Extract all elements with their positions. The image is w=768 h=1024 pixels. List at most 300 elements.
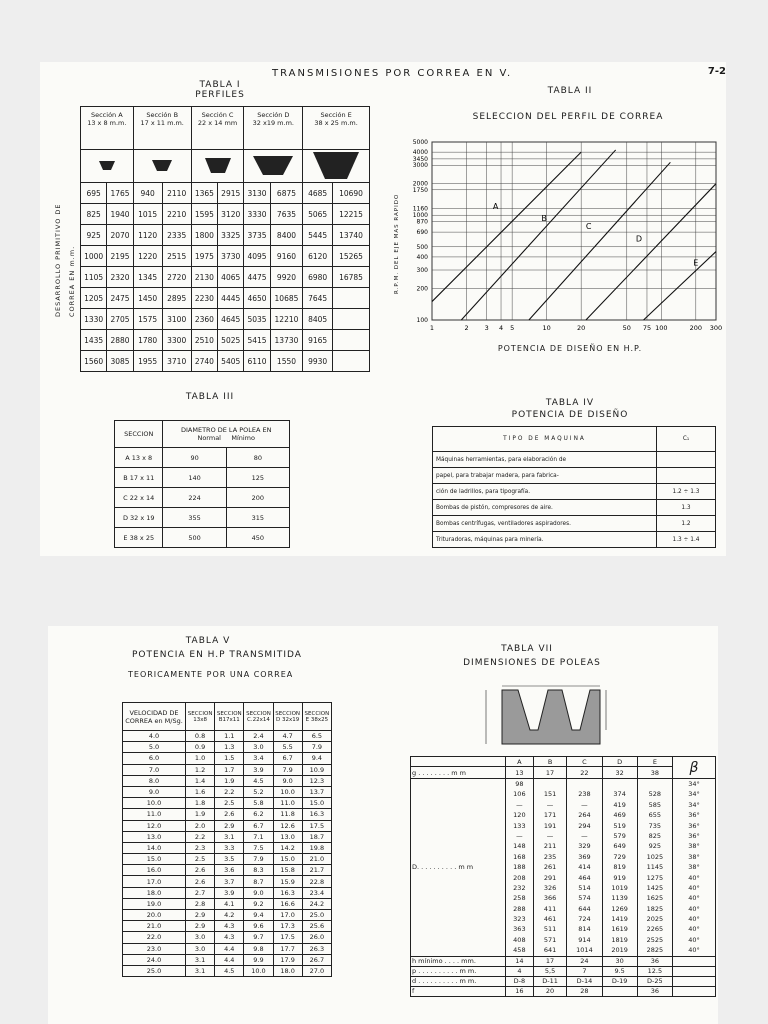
tabla5-head-c: SECCION C.22x14 [244, 703, 273, 731]
tabla5-row [123, 842, 332, 853]
tabla7-d-value: 641 [543, 946, 557, 955]
tabla7-beta-value: 36° [688, 831, 700, 840]
tabla7-h-value: 14 [506, 956, 534, 966]
tabla1-section-e: Sección E 38 x 25 m.m. [303, 107, 370, 150]
tabla1-cell: 5035 [244, 309, 270, 330]
tabla1-cell: 3300 [162, 330, 191, 351]
tabla7-h-row [411, 956, 716, 966]
tabla5-cell: 5.2 [244, 786, 273, 797]
tabla7-beta-value: 40° [688, 935, 700, 944]
tabla7-beta-value: 34° [688, 780, 700, 788]
tabla5-cell: 9.0 [123, 786, 186, 797]
tabla7-d-value: 261 [543, 863, 557, 872]
tabla7-beta-value: 40° [688, 873, 700, 882]
tabla1-cell: 1765 [107, 183, 133, 204]
tabla5-cell: 7.1 [244, 831, 273, 842]
tabla1-cell: 1000 [81, 246, 107, 267]
tabla5-cell: 2.9 [186, 910, 215, 921]
tabla7-d-value: 235 [543, 852, 557, 861]
tabla7-d-value: 294 [578, 821, 591, 830]
tabla1-section-a: Sección A 13 x 8 m.m. [81, 107, 134, 150]
tabla1-cell: 10685 [270, 288, 303, 309]
tabla1-caption: TABLA I [199, 80, 241, 90]
tabla1-cell: 3120 [218, 204, 244, 225]
chart-y-tick-label: 200 [416, 285, 428, 293]
tabla5-cell: 26.3 [302, 943, 331, 954]
tabla5-cell: 5.0 [123, 742, 186, 753]
tabla7-d-value: 363 [513, 925, 526, 934]
tabla7-d-col [506, 779, 534, 957]
tabla1-cell: 2720 [162, 267, 191, 288]
tabla7-d-value: 211 [543, 842, 557, 851]
tabla7-d-value: 461 [543, 915, 557, 924]
tabla7-g-label: g . . . . . . . . m m [411, 767, 506, 779]
tabla5-cell: 26.7 [302, 954, 331, 965]
tabla4-c-value [657, 452, 716, 468]
chart-region-label: A [492, 201, 499, 211]
tabla5-cell: 2.3 [186, 842, 215, 853]
tabla7-g-c: 22 [567, 767, 602, 779]
tabla1-cell: 1220 [133, 246, 162, 267]
tabla5-row [123, 887, 332, 898]
tabla7-d-value: 1419 [611, 915, 628, 924]
tabla1-cell: 2210 [162, 204, 191, 225]
tabla3-table [114, 420, 290, 548]
tabla7-d-value: 2019 [611, 946, 628, 955]
tabla7-small-rows [411, 956, 716, 996]
tabla3-cell: 500 [163, 528, 226, 548]
tabla4-row [433, 484, 716, 500]
tabla1-cell: 1345 [133, 267, 162, 288]
tabla5-cell: 14.2 [273, 842, 302, 853]
tabla5-cell: 7.9 [302, 742, 331, 753]
tabla7-d-value: 914 [578, 935, 591, 944]
tabla1-cell: 3710 [162, 351, 191, 372]
tabla1-cell: 1780 [133, 330, 162, 351]
tabla1-cell: 5445 [303, 225, 333, 246]
tabla7-d-value: 208 [513, 873, 526, 882]
chart-y-tick-label: 100 [416, 317, 428, 324]
chart-y-tick-label: 870 [416, 218, 428, 226]
tabla1-cell: 2705 [107, 309, 133, 330]
tabla5-cell: 2.6 [186, 876, 215, 887]
tabla7-beta-col [673, 779, 716, 957]
tabla7-g-e: 38 [637, 767, 672, 779]
tabla7-d-value: 735 [648, 821, 662, 830]
tabla5-cell: 12.0 [123, 820, 186, 831]
tabla7-f-value: 36 [637, 986, 672, 996]
chart-x-tick-label: 5 [510, 324, 515, 332]
tabla7-d-value [568, 779, 600, 789]
tabla7-beta-value: 40° [688, 883, 700, 892]
tabla1-cell: 6980 [303, 267, 333, 288]
chart-region-label: E [693, 258, 699, 268]
tabla5-cell: 16.6 [273, 898, 302, 909]
tabla5-body [123, 731, 332, 977]
tabla5-cell: 3.1 [186, 954, 215, 965]
tabla1-cell: 1595 [191, 204, 217, 225]
tabla7-d-col [637, 779, 672, 957]
tabla5-row [123, 943, 332, 954]
tabla1-cell: 3085 [107, 351, 133, 372]
tabla7-d-value: 288 [513, 904, 526, 913]
tabla7-d-value: 264 [578, 811, 591, 820]
tabla5-cell: 10.9 [302, 764, 331, 775]
tabla5-row [123, 786, 332, 797]
chart-region-label: B [541, 214, 547, 224]
chart-region-label: C [585, 221, 592, 231]
tabla1-cell: 4650 [244, 288, 270, 309]
tabla7-d-value: 644 [578, 904, 591, 913]
chart-y-tick-label: 690 [416, 229, 428, 237]
tabla5-head-vel: VELOCIDAD DE CORREA en M/Sg. [123, 703, 186, 731]
tabla5-cell: 6.5 [302, 731, 331, 742]
tabla7-d-col [533, 779, 567, 957]
tabla5-cell: 15.9 [273, 876, 302, 887]
tabla5-cell: 7.9 [244, 854, 273, 865]
tabla7-d-value: 724 [578, 915, 591, 924]
tabla5-cell: 2.6 [215, 809, 244, 820]
tabla1-cell: 2895 [162, 288, 191, 309]
tabla5-row [123, 820, 332, 831]
tabla7-d-small-value: D-8 [506, 976, 534, 986]
tabla7-d-value: 2825 [646, 946, 664, 955]
tabla3-cell: 315 [226, 508, 289, 528]
tabla1-cell: 7645 [303, 288, 333, 309]
tabla7-caption: TABLA VII [501, 644, 553, 654]
tabla5-row [123, 809, 332, 820]
tabla5-cell: 22.0 [123, 932, 186, 943]
tabla1-cell: 2320 [107, 267, 133, 288]
tabla5-caption: TABLA V [185, 636, 231, 646]
tabla5-cell: 13.7 [302, 786, 331, 797]
tabla1-cell: 825 [81, 204, 107, 225]
tabla5-cell: 13.0 [273, 831, 302, 842]
tabla5-row [123, 932, 332, 943]
tabla7-d-value: — [581, 800, 588, 809]
tabla7-d-small-value: D-25 [637, 976, 672, 986]
tabla1-cell: 4645 [218, 309, 244, 330]
tabla7-f-value: 28 [567, 986, 602, 996]
tabla3-cell: A 13 x 8 [115, 448, 163, 468]
tabla5-cell: 17.0 [123, 876, 186, 887]
tabla1-cell: 3735 [244, 225, 270, 246]
tabla5-table [122, 702, 332, 977]
chart-y-tick-label: 1750 [412, 186, 428, 194]
tabla7-d-value: 1019 [611, 883, 628, 892]
tabla5-cell: 26.0 [302, 932, 331, 943]
chart-y-tick-label: 1000 [412, 212, 428, 220]
tabla3-cell: 125 [226, 468, 289, 488]
tabla5-cell: 6.7 [244, 820, 273, 831]
tabla3-row [115, 528, 290, 548]
tabla7-d-value: 585 [648, 800, 662, 809]
tabla7-p-value: 12.5 [637, 966, 672, 976]
tabla7-col-b: B [533, 757, 567, 767]
tabla4-machine-text: Trituradoras, máquinas para minería. [433, 532, 657, 548]
tabla5-cell: 11.0 [123, 809, 186, 820]
tabla7-d-value: 408 [513, 935, 526, 944]
tabla3-cell: 450 [226, 528, 289, 548]
tabla7-header [411, 757, 716, 767]
tabla7-d-value: 1619 [611, 925, 628, 934]
tabla1-cell: 2880 [107, 330, 133, 351]
tabla1-cell: 1120 [133, 225, 162, 246]
tabla1-cell: 2195 [107, 246, 133, 267]
tabla5-row [123, 910, 332, 921]
tabla5-row [123, 965, 332, 976]
tabla5-cell: 1.3 [215, 742, 244, 753]
tabla7-d-value: 329 [578, 842, 591, 851]
tabla3-cell: 90 [163, 448, 226, 468]
tabla5-cell: 6.0 [123, 753, 186, 764]
tabla1-cell: 4095 [244, 246, 270, 267]
tabla5-cell: 5.8 [244, 798, 273, 809]
tabla7-d-value [535, 779, 566, 789]
tabla7-g-a: 13 [506, 767, 534, 779]
tabla5-cell: 12.3 [302, 775, 331, 786]
tabla7-d-value: 1025 [646, 852, 664, 861]
tabla5-cell: 9.4 [244, 910, 273, 921]
tabla7-d-value: 819 [613, 863, 626, 872]
tabla5-cell: 3.9 [244, 764, 273, 775]
tabla2-xlabel: POTENCIA DE DISEÑO EN H.P. [497, 344, 643, 353]
tabla7-d-value [604, 779, 636, 789]
tabla5-title-1: POTENCIA EN H.P TRANSMITIDA [132, 650, 302, 660]
tabla1-cell: 1560 [81, 351, 107, 372]
tabla3-row [115, 488, 290, 508]
tabla7-d-value: 258 [513, 894, 526, 903]
tabla5-cell: 1.8 [186, 798, 215, 809]
tabla7-d-value: 323 [513, 915, 526, 924]
tabla5-cell: 16.0 [123, 865, 186, 876]
tabla7-g-row [411, 767, 716, 779]
tabla1-cell: 8405 [303, 309, 333, 330]
tabla1-row-label: DESARROLLO PRIMITIVO DE CORREA EN m.m. [54, 203, 76, 317]
tabla5-cell: 3.4 [244, 753, 273, 764]
tabla7-table [410, 756, 716, 997]
tabla5-cell: 0.8 [186, 731, 215, 742]
tabla7-d-value: 168 [513, 852, 526, 861]
tabla7-d-value: 2025 [646, 915, 664, 924]
tabla1-section-b: Sección B 17 x 11 m.m. [133, 107, 191, 150]
tabla3-cell: 224 [163, 488, 226, 508]
tabla7-d-value: 514 [578, 883, 591, 892]
tabla5-cell: 6.7 [273, 753, 302, 764]
bottom-sheet [48, 626, 718, 1024]
tabla5-cell: 18.7 [302, 831, 331, 842]
tabla1-cell: 940 [133, 183, 162, 204]
tabla1-cell: 2915 [218, 183, 244, 204]
tabla7-p-row [411, 966, 716, 976]
tabla7-g-b: 17 [533, 767, 567, 779]
tabla5-cell: 17.5 [302, 820, 331, 831]
chart-region-boundary [644, 252, 716, 320]
tabla5-cell: 4.1 [215, 898, 244, 909]
tabla5-cell: 3.1 [186, 965, 215, 976]
tabla7-d-value: 2265 [646, 925, 664, 934]
tabla4-machine-text: ción de ladrillos, para tipografía. [433, 484, 657, 500]
tabla7-d-value: 729 [613, 852, 626, 861]
tabla1-cell: 9920 [270, 267, 303, 288]
tabla4-c-value: 1.2 ÷ 1.3 [657, 484, 716, 500]
chart-y-tick-label: 3000 [412, 162, 428, 170]
tabla7-p-value: 5,5 [533, 966, 567, 976]
tabla5-cell: 11.8 [273, 809, 302, 820]
tabla2-chart [40, 62, 726, 382]
tabla5-cell: 1.9 [215, 775, 244, 786]
tabla7-d-value: 574 [578, 894, 591, 903]
tabla1-cell: 1550 [270, 351, 303, 372]
tabla1-cell: 2360 [191, 309, 217, 330]
tabla7-d-value: 414 [578, 863, 591, 872]
tabla7-d-value: 2525 [646, 935, 664, 944]
tabla7-d-label: D. . . . . . . . . . m m [411, 779, 506, 957]
tabla7-d-value: 1825 [646, 904, 664, 913]
tabla5-cell: 17.3 [273, 921, 302, 932]
tabla1-cell: 1975 [191, 246, 217, 267]
tabla7-beta-value: 38° [688, 852, 700, 861]
tabla1-cell: 1205 [81, 288, 107, 309]
tabla3-body [115, 448, 290, 548]
tabla5-title-2: TEORICAMENTE POR UNA CORREA [128, 670, 294, 679]
tabla5-cell: 25.6 [302, 921, 331, 932]
tabla5-cell: 2.6 [186, 865, 215, 876]
tabla5-cell: 9.4 [302, 753, 331, 764]
tabla7-d-value: 1139 [611, 894, 628, 903]
tabla1-cell: 3100 [162, 309, 191, 330]
tabla1-cell: 4685 [303, 183, 333, 204]
tabla1-cell: 1330 [81, 309, 107, 330]
tabla7-d-value: 232 [513, 883, 526, 892]
tabla5-cell: 1.7 [215, 764, 244, 775]
tabla1-cell: 10690 [333, 183, 370, 204]
tabla1-cell: 925 [81, 225, 107, 246]
tabla5-cell: 3.1 [215, 831, 244, 842]
chart-x-tick-label: 1 [429, 324, 435, 332]
tabla7-d-small-row [411, 976, 716, 986]
tabla5-cell: 2.2 [215, 786, 244, 797]
tabla5-cell: 17.0 [273, 910, 302, 921]
tabla5-cell: 8.0 [123, 775, 186, 786]
top-sheet [40, 62, 726, 556]
tabla5-cell: 0.9 [186, 742, 215, 753]
tabla7-d-value: 1145 [646, 863, 664, 872]
tabla5-cell: 1.5 [215, 753, 244, 764]
tabla5-cell: 7.5 [244, 842, 273, 853]
tabla4-body [433, 452, 716, 548]
tabla1-cell: 4065 [218, 267, 244, 288]
tabla7-d-col [567, 779, 602, 957]
tabla7-d-value: 326 [543, 883, 557, 892]
tabla7-d-value: 411 [543, 904, 557, 913]
tabla7-d-value: 98 [515, 780, 524, 788]
tabla7-h-value: 36 [637, 956, 672, 966]
tabla7-col-c: C [567, 757, 602, 767]
tabla7-col-d: D [602, 757, 637, 767]
tabla1-cell: 1800 [191, 225, 217, 246]
tabla5-cell: 24.2 [302, 898, 331, 909]
tabla7-h-value: 24 [567, 956, 602, 966]
tabla7-d-value: 291 [543, 873, 557, 882]
tabla7-d-value: 1269 [611, 904, 628, 913]
tabla2-caption: TABLA II [547, 86, 593, 96]
tabla5-cell: 17.5 [273, 932, 302, 943]
tabla7-d-value: 188 [513, 863, 526, 872]
tabla7-col-e: E [637, 757, 672, 767]
tabla7-d-value: 238 [578, 790, 591, 799]
tabla3-head-diam: DIAMETRO DE LA POLEA EN Normal Mínimo [163, 421, 290, 448]
tabla7-d-value: 528 [648, 790, 662, 799]
tabla7-h-value: 17 [533, 956, 567, 966]
tabla4-machine-text: Bombas centrífugas, ventiladores aspiradores. [433, 516, 657, 532]
tabla5-cell: 1.0 [186, 753, 215, 764]
tabla3-cell: B 17 x 11 [115, 468, 163, 488]
tabla7-p-label: p . . . . . . . . . . m m. [411, 966, 506, 976]
tabla7-beta-value: 40° [688, 946, 700, 955]
tabla7-d-value: 458 [513, 946, 526, 955]
tabla5-cell: 24.0 [123, 954, 186, 965]
tabla5-cell: 4.3 [215, 932, 244, 943]
tabla5-cell: 4.3 [215, 921, 244, 932]
page-header: TRANSMISIONES POR CORREA EN V. [272, 68, 513, 79]
tabla5-cell: 9.9 [244, 954, 273, 965]
tabla5-cell: 8.7 [244, 876, 273, 887]
chart-y-tick-label: 400 [416, 253, 428, 261]
tabla5-cell: 1.6 [186, 786, 215, 797]
chart-region-boundary [432, 152, 581, 301]
tabla7-p-value: 4 [506, 966, 534, 976]
tabla7-d-value: 1275 [646, 873, 664, 882]
tabla3-head-seccion: SECCION [115, 421, 163, 448]
chart-y-tick-label: 5000 [412, 139, 428, 146]
tabla7-beta-value: 34° [688, 800, 700, 809]
chart-x-tick-label: 2 [464, 324, 469, 332]
chart-x-tick-label: 4 [498, 324, 504, 332]
tabla7-p-value: 7 [567, 966, 602, 976]
tabla7-f-blank [673, 986, 716, 996]
tabla7-d-value: 1014 [576, 946, 593, 955]
tabla7-d-small-label: d . . . . . . . . . . m m. [411, 976, 506, 986]
tabla4-machine-text: papel, para trabajar madera, para fabrica- [433, 468, 657, 484]
tabla7-beta-value: 38° [688, 863, 700, 872]
pulley-groove-diagram [482, 682, 612, 752]
tabla5-row [123, 753, 332, 764]
chart-x-tick-label: 10 [542, 324, 551, 332]
tabla7-beta-value: 40° [688, 925, 700, 934]
tabla5-cell: 25.0 [302, 910, 331, 921]
tabla3-header [115, 421, 290, 448]
chart-region-boundary [586, 184, 716, 320]
tabla5-row [123, 898, 332, 909]
tabla5-cell: 2.5 [186, 854, 215, 865]
tabla1-cell: 3330 [244, 204, 270, 225]
tabla7-d-value: 151 [543, 790, 557, 799]
tabla5-row [123, 921, 332, 932]
tabla5-cell: 9.7 [244, 932, 273, 943]
tabla7-d-small-value: D-11 [533, 976, 567, 986]
tabla5-cell: 2.8 [186, 898, 215, 909]
tabla7-beta-value: 40° [688, 894, 700, 903]
tabla1-cell: 3325 [218, 225, 244, 246]
tabla5-cell: 18.0 [273, 965, 302, 976]
tabla7-d-value: 919 [613, 873, 626, 882]
chart-frame [432, 142, 716, 320]
tabla7-d-col [602, 779, 637, 957]
tabla1-cell: 5405 [218, 351, 244, 372]
tabla5-cell: 10.0 [244, 965, 273, 976]
tabla7-d-value: 120 [513, 811, 526, 820]
